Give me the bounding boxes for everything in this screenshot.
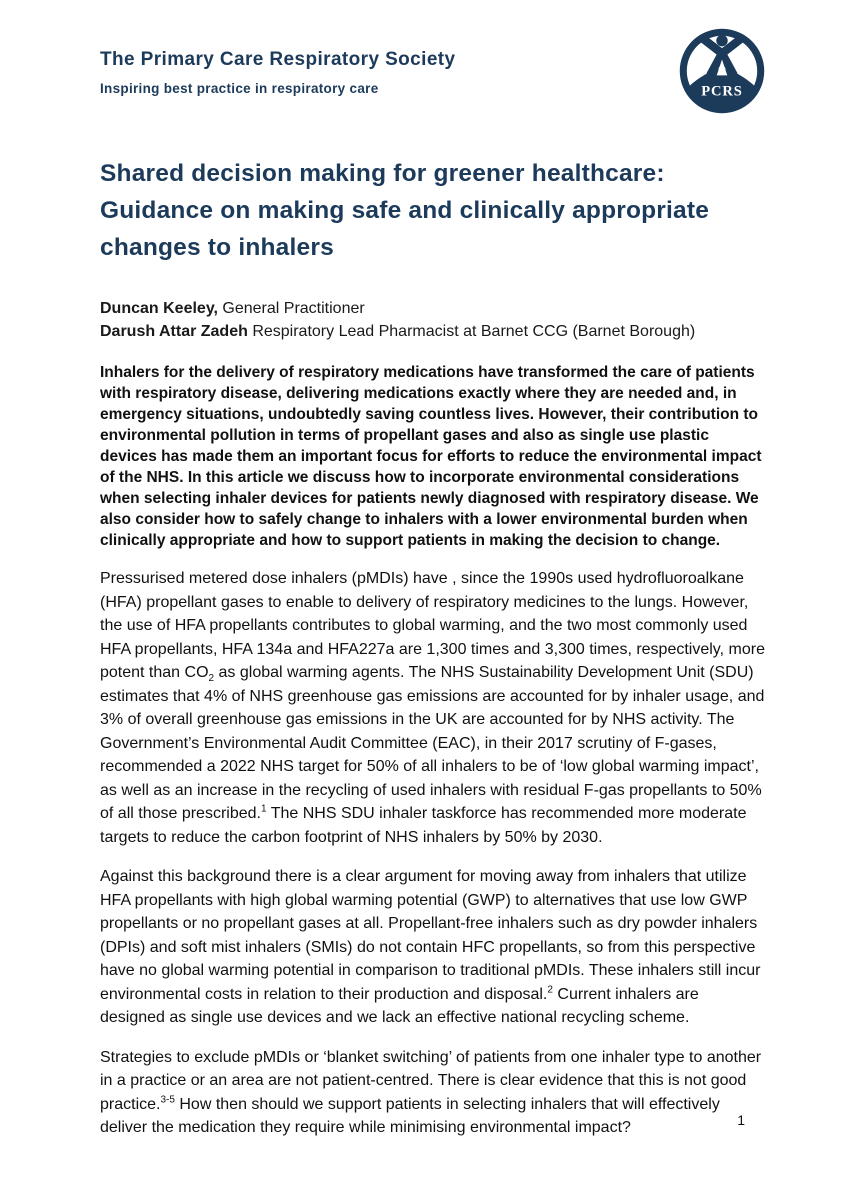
paragraph-text: Pressurised metered dose inhalers (pMDIs) have , since the 1990s used hydrofluoroalkane (HFA) propellant gases to enable to delivery of respiratory medicines to the lungs. However, the use of HFA propellants contributes to global warming, and the two most commonly used HFA propellants, HFA 134a and HFA227a are 1,300 times and 3,300 times, respectively, more potent than CO	[100, 570, 765, 681]
org-name: The Primary Care Respiratory Society	[100, 49, 456, 70]
page-number: 1	[737, 1112, 745, 1128]
paragraph-text: as global warming agents. The NHS Sustainability Development Unit (SDU) estimates that 4% of NHS greenhouse gas emissions are accounted for by inhaler usage, and 3% of overall greenhouse gas emissions in the UK are accounted for by NHS activity. The Government’s Environmental Audit Committee (EAC), in their 2017 scrutiny of F-gases, recommended a 2022 NHS target for 50% of all inhalers to be of ‘low global warming impact’, as well as an increase in the recycling of used inhalers with residual F-gas propellants to 50% of all those prescribed.	[100, 664, 765, 822]
reference-marker-1: 1	[260, 803, 267, 815]
paragraph-text: How then should we support patients in selecting inhalers that will effectively deliver the medication they require while minimising environmental impact?	[100, 1095, 720, 1136]
author-name: Duncan Keeley,	[100, 300, 218, 317]
article-title: Shared decision making for greener healthcare: Guidance on making safe and clinically appropriate changes to inhalers	[100, 160, 710, 261]
logo-text: PCRS	[701, 83, 743, 100]
author-role: General Practitioner	[217, 300, 365, 317]
intro-paragraph: Inhalers for the delivery of respiratory medications have transformed the care of patients with respiratory disease, delivering medications exactly where they are needed and, in emergency situations, undoubtedly saving countless lives. However, their contribution to environmental pollution in terms of propellant gases and also as single use plastic devices has made them an important focus for efforts to reduce the environmental impact of the NHS. In this article we discuss how to incorporate environmental considerations when selecting inhaler devices for patients newly diagnosed with respiratory disease. We also consider how to safely change to inhalers with a lower environmental burden when clinically appropriate and how to support patients in making the decision to change.	[100, 364, 762, 549]
author-line	[100, 297, 766, 320]
org-tagline: Inspiring best practice in respiratory care	[100, 81, 379, 96]
org-identity	[100, 27, 456, 96]
author-list	[100, 297, 766, 343]
pcrs-logo-icon	[678, 27, 766, 115]
paragraph-text: Current inhalers are designed as single use devices and we lack an effective national recycling scheme.	[100, 985, 699, 1026]
paragraph-text: Strategies to exclude pMDIs or ‘blanket switching’ of patients from one inhaler type to another in a practice or an area are not patient-centred. There is clear evidence that this is not good practice.	[100, 1048, 762, 1113]
page-header	[100, 27, 766, 115]
reference-marker-2: 2	[547, 984, 553, 996]
co2-subscript: 2	[208, 673, 215, 685]
paragraph-text: The NHS SDU inhaler taskforce has recommended more moderate targets to reduce the carbon footprint of NHS inhalers by 50% by 2030.	[100, 805, 747, 846]
author-name: Darush Attar Zadeh	[100, 323, 248, 340]
pcrs-logo	[678, 27, 766, 115]
author-role: Respiratory Lead Pharmacist at Barnet CCG (Barnet Borough)	[247, 323, 696, 340]
paragraph-text: Against this background there is a clear argument for moving away from inhalers that utilize HFA propellants with high global warming potential (GWP) to alternatives that use low GWP propellants or no propellant gases at all. Propellant-free inhalers such as dry powder inhalers (DPIs) and soft mist inhalers (SMIs) do not contain HFC propellants, so from this perspective have no global warming potential in comparison to traditional pMDIs. These inhalers still incur environmental costs in relation to their production and disposal.	[100, 868, 761, 1003]
author-line	[100, 320, 766, 343]
paragraph-pmdis	[100, 567, 766, 849]
reference-marker-3-5: 3-5	[160, 1094, 175, 1106]
logo-person-head	[716, 35, 727, 46]
paragraph-strategies	[100, 1046, 766, 1140]
paragraph-background	[100, 865, 766, 1030]
